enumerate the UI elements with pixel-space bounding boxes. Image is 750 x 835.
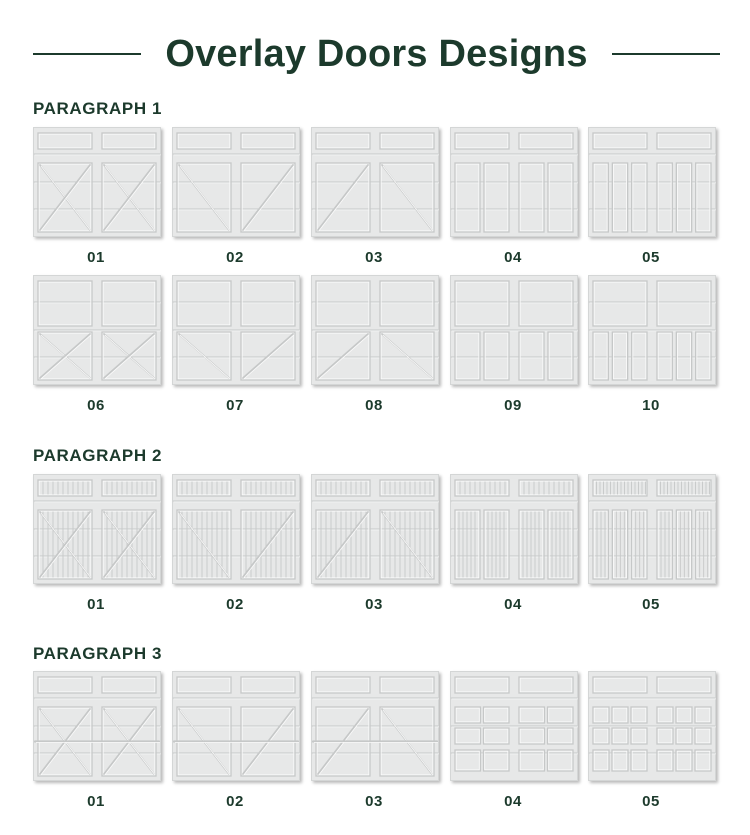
door-illustration bbox=[588, 127, 716, 237]
door-illustration bbox=[311, 127, 439, 237]
door-design-number: 02 bbox=[226, 596, 244, 613]
door-design-number: 01 bbox=[87, 596, 105, 613]
door-illustration bbox=[33, 127, 161, 237]
door-design-number: 03 bbox=[365, 793, 383, 810]
door-illustration bbox=[172, 127, 300, 237]
title-rule-right bbox=[612, 53, 720, 55]
door-design-card bbox=[588, 127, 718, 266]
section-label-paragraph-2: PARAGRAPH 2 bbox=[33, 446, 163, 465]
door-design-card bbox=[311, 275, 441, 414]
door-illustration bbox=[588, 275, 716, 385]
door-illustration bbox=[311, 671, 439, 781]
page-title: Overlay Doors Designs bbox=[165, 32, 588, 75]
door-design-card bbox=[450, 671, 580, 810]
section-label-paragraph-1: PARAGRAPH 1 bbox=[33, 99, 163, 118]
door-illustration bbox=[172, 671, 300, 781]
door-design-card bbox=[311, 474, 441, 613]
door-illustration bbox=[33, 275, 161, 385]
door-design-card bbox=[172, 275, 302, 414]
door-design-card bbox=[33, 275, 163, 414]
door-design-card bbox=[172, 474, 302, 613]
door-design-number: 01 bbox=[87, 793, 105, 810]
door-illustration bbox=[311, 474, 439, 584]
door-design-number: 04 bbox=[504, 793, 522, 810]
door-illustration bbox=[450, 275, 578, 385]
door-design-card bbox=[172, 127, 302, 266]
door-design-number: 05 bbox=[642, 596, 660, 613]
door-design-card bbox=[172, 671, 302, 810]
door-design-number: 03 bbox=[365, 249, 383, 266]
door-illustration bbox=[588, 474, 716, 584]
door-design-card bbox=[33, 671, 163, 810]
door-design-number: 06 bbox=[87, 397, 105, 414]
door-design-number: 07 bbox=[226, 397, 244, 414]
door-design-number: 04 bbox=[504, 249, 522, 266]
door-design-number: 03 bbox=[365, 596, 383, 613]
title-row bbox=[33, 28, 720, 80]
title-rule-left bbox=[33, 53, 141, 55]
door-design-card bbox=[450, 474, 580, 613]
door-illustration bbox=[33, 474, 161, 584]
door-design-number: 02 bbox=[226, 249, 244, 266]
door-design-number: 05 bbox=[642, 793, 660, 810]
door-design-card bbox=[33, 474, 163, 613]
door-design-card bbox=[450, 275, 580, 414]
door-illustration bbox=[172, 275, 300, 385]
door-illustration bbox=[588, 671, 716, 781]
door-design-number: 09 bbox=[504, 397, 522, 414]
door-design-number: 08 bbox=[365, 397, 383, 414]
door-illustration bbox=[33, 671, 161, 781]
door-design-card bbox=[588, 474, 718, 613]
door-illustration bbox=[172, 474, 300, 584]
section-label-paragraph-3: PARAGRAPH 3 bbox=[33, 644, 163, 663]
door-design-card bbox=[588, 275, 718, 414]
door-design-number: 04 bbox=[504, 596, 522, 613]
door-design-card bbox=[588, 671, 718, 810]
door-design-number: 01 bbox=[87, 249, 105, 266]
door-illustration bbox=[450, 127, 578, 237]
door-design-card bbox=[311, 127, 441, 266]
door-illustration bbox=[450, 671, 578, 781]
door-illustration bbox=[311, 275, 439, 385]
door-design-number: 02 bbox=[226, 793, 244, 810]
door-illustration bbox=[450, 474, 578, 584]
door-design-number: 10 bbox=[642, 397, 660, 414]
door-design-card bbox=[450, 127, 580, 266]
door-design-number: 05 bbox=[642, 249, 660, 266]
door-design-card bbox=[33, 127, 163, 266]
door-design-card bbox=[311, 671, 441, 810]
